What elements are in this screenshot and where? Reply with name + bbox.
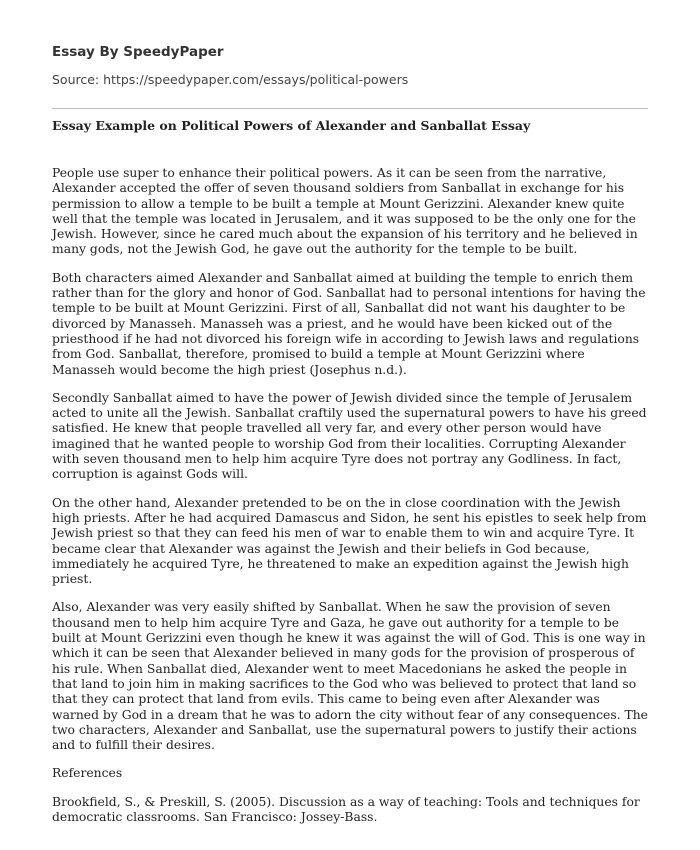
reference-item: Brookfield, S., & Preskill, S. (2005). Discussion as a way of teaching: Tools and techniques for democratic classrooms. San Francisco: Jossey-Bass. <box>52 794 640 824</box>
essay-body <box>52 166 648 838</box>
references-heading: References <box>52 766 123 781</box>
essay-paragraph: On the other hand, Alexander pretended to be on the in close coordination with the Jewish high priests. After he had acquired Damascus and Sidon, he sent his epistles to seek help from Jewish priest so that they can feed his men of war to enable them to win and acquire Tyre. It became clear that Alexander was against the Jewish and their beliefs in God because, immediately he acquired Tyre, he threatened to make an expedition against the Jewish high priest. <box>52 495 647 587</box>
essay-paragraph: Both characters aimed Alexander and Sanballat aimed at building the temple to enrich them rather than for the glory and honor of God. Sanballat had to personal intentions for having the temple to be built at Mount Gerizzini. First of all, Sanballat did not want his daughter to be divorced by Manasseh. Manasseh was a priest, and he would have been kicked out of the priesthood if he had not divorced his foreign wife in according to Jewish laws and regulations from God. Sanballat, therefore, promised to build a temple at Mount Gerizzini where Manasseh would become the high priest (Josephus n.d.). <box>52 270 646 377</box>
essay-paragraph: Secondly Sanballat aimed to have the power of Jewish divided since the temple of Jerusalem acted to unite all the Jewish. Sanballat craftily used the supernatural powers to have his greed satisfied. He knew that people travelled all very far, and every other person would have imagined that he wanted people to worship God from their localities. Corrupting Alexander with seven thousand men to help him acquire Tyre does not portray any Godliness. In fact, corruption is against Gods will. <box>52 390 647 482</box>
site-header-title: Essay By SpeedyPaper <box>52 44 224 60</box>
essay-title: Essay Example on Political Powers of Alexander and Sanballat Essay <box>52 118 531 133</box>
essay-paragraph: Also, Alexander was very easily shifted by Sanballat. When he saw the provision of seven thousand men to help him acquire Tyre and Gaza, he gave out authority for a temple to be built at Mount Gerizzini even though he knew it was against the will of God. This is one way in which it can be seen that Alexander believed in many gods for the provision of prosperous of his rule. When Sanballat died, Alexander went to meet Macedonians he asked the people in that land to join him in making sacrifices to the God who was believed to protect that land so that they can protect that land from evils. This came to being even after Alexander was warned by God in a dream that he was to adorn the city without fear of any consequences. The two characters, Alexander and Sanballat, use the supernatural powers to justify their actions and to fulfill their desires. <box>52 600 648 753</box>
header-divider <box>52 108 648 109</box>
source-line: Source: https://speedypaper.com/essays/political-powers <box>52 72 409 87</box>
essay-paragraph: People use super to enhance their political powers. As it can be seen from the narrative, Alexander accepted the offer of seven thousand soldiers from Sanballat in exchange for his permission to allow a temple to be built a temple at Mount Gerizzini. Alexander knew quite well that the temple was located in Jerusalem, and it was supposed to be the only one for the Jewish. However, since he cared much about the expansion of his territory and he believed in many gods, not the Jewish God, he gave out the authority for the temple to be built. <box>52 166 638 257</box>
